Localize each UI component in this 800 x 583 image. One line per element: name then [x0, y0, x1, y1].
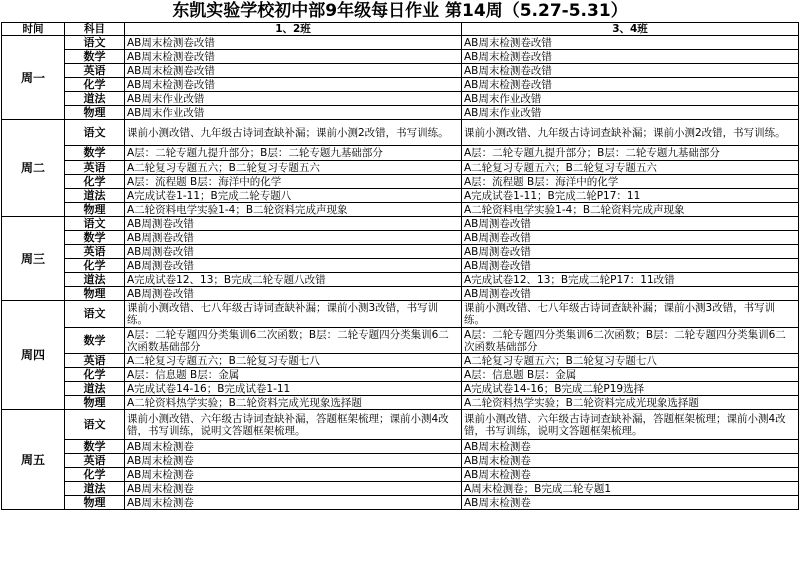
subject-cell: 数学 — [65, 146, 125, 161]
subject-cell: 数学 — [65, 50, 125, 64]
table-row — [2, 175, 799, 189]
class-3-4-cell: 课前小测改错、七八年级古诗词查缺补漏；课前小测3改错，书写训练。 — [462, 301, 799, 328]
class-3-4-cell: AB周末作业改错 — [462, 106, 799, 120]
header-time: 时间 — [2, 23, 65, 36]
subject-cell: 英语 — [65, 245, 125, 259]
class-1-2-cell: A完成试卷12、13；B完成二轮专题八改错 — [125, 273, 462, 287]
class-3-4-cell: A二轮复习专题五六；B二轮复习专题七八 — [462, 354, 799, 368]
table-row — [2, 496, 799, 510]
table-row — [2, 120, 799, 146]
subject-cell: 语文 — [65, 217, 125, 231]
class-3-4-cell: A二轮资料热学实验；B二轮资料完成光现象选择题 — [462, 396, 799, 410]
subject-cell: 道法 — [65, 273, 125, 287]
class-3-4-cell: AB周测卷改错 — [462, 231, 799, 245]
class-1-2-cell: AB周末检测卷 — [125, 440, 462, 454]
class-1-2-cell: A二轮复习专题五六；B二轮复习专题五六 — [125, 161, 462, 175]
class-1-2-cell: AB周末检测卷改错 — [125, 50, 462, 64]
class-1-2-cell: AB周末检测卷 — [125, 454, 462, 468]
class-1-2-cell: AB周测卷改错 — [125, 217, 462, 231]
class-1-2-cell: AB周末检测卷 — [125, 482, 462, 496]
class-3-4-cell: AB周测卷改错 — [462, 287, 799, 301]
homework-table — [1, 22, 799, 510]
subject-cell: 语文 — [65, 120, 125, 146]
class-1-2-cell: A层：二轮专题九提升部分；B层：二轮专题九基础部分 — [125, 146, 462, 161]
class-3-4-cell: AB周末检测卷 — [462, 468, 799, 482]
day-cell: 周五 — [2, 410, 65, 510]
table-row — [2, 203, 799, 217]
class-1-2-cell: AB周测卷改错 — [125, 259, 462, 273]
class-1-2-cell: AB周测卷改错 — [125, 231, 462, 245]
class-3-4-cell: A层：二轮专题四分类集训6二次函数；B层：二轮专题四分类集训6二次函数基础部分 — [462, 328, 799, 354]
class-3-4-cell: 课前小测改错、九年级古诗词查缺补漏；课前小测2改错，书写训练。 — [462, 120, 799, 146]
class-1-2-cell: AB周末检测卷 — [125, 468, 462, 482]
subject-cell: 物理 — [65, 287, 125, 301]
table-row — [2, 161, 799, 175]
day-cell: 周二 — [2, 120, 65, 217]
table-row — [2, 78, 799, 92]
class-3-4-cell: AB周末检测卷改错 — [462, 50, 799, 64]
class-1-2-cell: AB周末作业改错 — [125, 106, 462, 120]
subject-cell: 化学 — [65, 78, 125, 92]
table-row — [2, 368, 799, 382]
table-row — [2, 189, 799, 203]
header-class-1-2: 1、2班 — [125, 23, 462, 36]
class-3-4-cell: A完成试卷12、13；B完成二轮P17：11改错 — [462, 273, 799, 287]
class-3-4-cell: AB周末检测卷改错 — [462, 78, 799, 92]
table-row — [2, 106, 799, 120]
class-3-4-cell: AB周测卷改错 — [462, 259, 799, 273]
class-3-4-cell: AB周末作业改错 — [462, 92, 799, 106]
day-cell: 周三 — [2, 217, 65, 301]
table-row — [2, 328, 799, 354]
class-1-2-cell: AB周末检测卷改错 — [125, 36, 462, 50]
header-subject: 科目 — [65, 23, 125, 36]
table-row — [2, 273, 799, 287]
subject-cell: 语文 — [65, 301, 125, 328]
class-1-2-cell: AB周末检测卷 — [125, 496, 462, 510]
day-cell: 周四 — [2, 301, 65, 410]
subject-cell: 数学 — [65, 440, 125, 454]
class-1-2-cell: 课前小测改错、九年级古诗词查缺补漏；课前小测2改错，书写训练。 — [125, 120, 462, 146]
table-row — [2, 50, 799, 64]
table-row — [2, 354, 799, 368]
subject-cell: 英语 — [65, 354, 125, 368]
subject-cell: 化学 — [65, 368, 125, 382]
class-3-4-cell: AB周测卷改错 — [462, 217, 799, 231]
table-row — [2, 287, 799, 301]
table-body — [2, 36, 799, 510]
class-3-4-cell: A二轮资料电学实验1-4；B二轮资料完成声现象 — [462, 203, 799, 217]
subject-cell: 化学 — [65, 259, 125, 273]
class-3-4-cell: A完成试卷14-16；B完成二轮P19选择 — [462, 382, 799, 396]
class-3-4-cell: AB周末检测卷改错 — [462, 64, 799, 78]
table-row — [2, 36, 799, 50]
subject-cell: 物理 — [65, 203, 125, 217]
subject-cell: 道法 — [65, 92, 125, 106]
table-row — [2, 64, 799, 78]
class-1-2-cell: A层：信息题 B层：金属 — [125, 368, 462, 382]
class-1-2-cell: 课前小测改错、六年级古诗词查缺补漏，答题框架梳理；课前小测4改错，书写训练，说明文答题框架梳理。 — [125, 410, 462, 440]
subject-cell: 物理 — [65, 496, 125, 510]
class-1-2-cell: A二轮资料电学实验1-4；B二轮资料完成声现象 — [125, 203, 462, 217]
table-row — [2, 92, 799, 106]
subject-cell: 英语 — [65, 454, 125, 468]
subject-cell: 化学 — [65, 468, 125, 482]
page-title: 东凯实验学校初中部9年级每日作业 第14周（5.27-5.31） — [172, 1, 628, 21]
class-1-2-cell: A完成试卷14-16；B完成试卷1-11 — [125, 382, 462, 396]
class-1-2-cell: AB周测卷改错 — [125, 287, 462, 301]
class-1-2-cell: A层：二轮专题四分类集训6二次函数；B层：二轮专题四分类集训6二次函数基础部分 — [125, 328, 462, 354]
class-3-4-cell: A周末检测卷；B完成二轮专题1 — [462, 482, 799, 496]
subject-cell: 语文 — [65, 410, 125, 440]
subject-cell: 英语 — [65, 161, 125, 175]
class-1-2-cell: A完成试卷1-11；B完成二轮专题八 — [125, 189, 462, 203]
class-1-2-cell: AB周末检测卷改错 — [125, 78, 462, 92]
class-1-2-cell: AB周末检测卷改错 — [125, 64, 462, 78]
class-3-4-cell: A层：信息题 B层：金属 — [462, 368, 799, 382]
class-1-2-cell: AB周末作业改错 — [125, 92, 462, 106]
class-1-2-cell: A层：流程题 B层：海洋中的化学 — [125, 175, 462, 189]
header-row — [2, 23, 799, 36]
class-3-4-cell: A层：流程题 B层：海洋中的化学 — [462, 175, 799, 189]
table-row — [2, 245, 799, 259]
class-3-4-cell: A层：二轮专题九提升部分；B层：二轮专题九基础部分 — [462, 146, 799, 161]
subject-cell: 数学 — [65, 231, 125, 245]
subject-cell: 道法 — [65, 482, 125, 496]
class-3-4-cell: A二轮复习专题五六；B二轮复习专题五六 — [462, 161, 799, 175]
subject-cell: 道法 — [65, 189, 125, 203]
table-row — [2, 440, 799, 454]
subject-cell: 化学 — [65, 175, 125, 189]
class-1-2-cell: 课前小测改错、七八年级古诗词查缺补漏；课前小测3改错，书写训练。 — [125, 301, 462, 328]
table-row — [2, 146, 799, 161]
class-1-2-cell: A二轮复习专题五六；B二轮复习专题七八 — [125, 354, 462, 368]
header-class-3-4: 3、4班 — [462, 23, 799, 36]
class-3-4-cell: AB周末检测卷 — [462, 454, 799, 468]
subject-cell: 英语 — [65, 64, 125, 78]
subject-cell: 道法 — [65, 382, 125, 396]
class-1-2-cell: A二轮资料热学实验；B二轮资料完成光现象选择题 — [125, 396, 462, 410]
class-1-2-cell: AB周测卷改错 — [125, 245, 462, 259]
table-row — [2, 468, 799, 482]
class-3-4-cell: AB周末检测卷 — [462, 496, 799, 510]
table-row — [2, 454, 799, 468]
day-cell: 周一 — [2, 36, 65, 120]
class-3-4-cell: AB周末检测卷 — [462, 440, 799, 454]
table-row — [2, 301, 799, 328]
subject-cell: 数学 — [65, 328, 125, 354]
class-3-4-cell: AB周测卷改错 — [462, 245, 799, 259]
class-3-4-cell: 课前小测改错、六年级古诗词查缺补漏，答题框架梳理；课前小测4改错，书写训练，说明文答题框架梳理。 — [462, 410, 799, 440]
table-row — [2, 382, 799, 396]
table-row — [2, 396, 799, 410]
table-row — [2, 259, 799, 273]
subject-cell: 物理 — [65, 106, 125, 120]
subject-cell: 语文 — [65, 36, 125, 50]
table-row — [2, 410, 799, 440]
subject-cell: 物理 — [65, 396, 125, 410]
table-row — [2, 231, 799, 245]
table-row — [2, 482, 799, 496]
class-3-4-cell: A完成试卷1-11；B完成二轮P17：11 — [462, 189, 799, 203]
table-row — [2, 217, 799, 231]
class-3-4-cell: AB周末检测卷改错 — [462, 36, 799, 50]
